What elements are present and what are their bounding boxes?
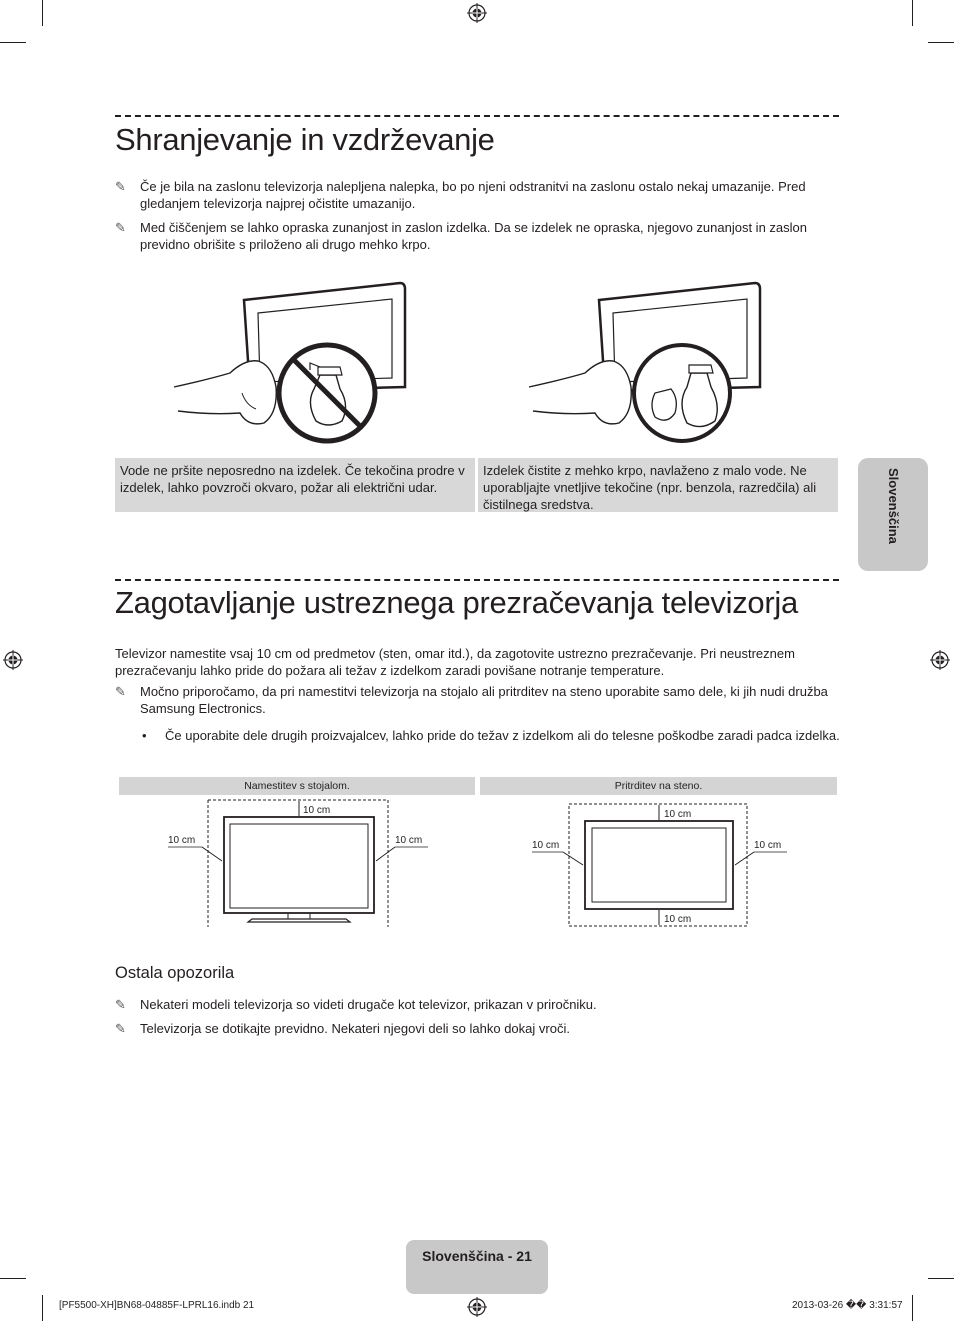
clearance-label: 10 cm [754,840,782,851]
note-text: Nekateri modeli televizorja so videti drugače kot televizor, prikazan v priročniku. [140,997,597,1012]
note-item [115,1020,839,1037]
crop-mark [912,1295,913,1321]
footer-file-info: [PF5500-XH]BN68-04885F-LPRL16.indb 21 [59,1300,255,1311]
crop-mark [42,1295,43,1321]
language-side-tab-label: Slovenščina [886,468,901,544]
clearance-label: 10 cm [168,835,196,846]
page-number-box [406,1240,548,1294]
registration-mark-icon [467,3,487,23]
note-text: Med čiščenjem se lahko opraska zunanjost in zaslon izdelka. Da se izdelek ne opraska, njegovo zunanjost in zaslon previdno obrišite s priloženo ali drugo mehko krpo. [140,220,807,252]
caption-no-spray: Vode ne pršite neposredno na izdelek. Če tekočina prodre v izdelek, lahko povzroči okvaro, požar ali električni udar. [115,458,475,512]
clearance-label: 10 cm [664,809,692,820]
crop-mark [0,1278,26,1279]
registration-mark-icon [3,650,23,670]
ventilation-intro: Televizor namestite vsaj 10 cm od predmetov (sten, omar itd.), da zagotovite ustrezno prezračevanje. Pri neustreznem prezračevanju lahko pride do požara ali težav z izdelkom zaradi povišane notranje temperature. [115,646,795,678]
other-warnings-heading: Ostala opozorila [115,964,235,982]
note-item [115,996,839,1013]
diagram-header-wall: Pritrditev na steno. [480,777,837,795]
bullet-dot: • [142,728,147,743]
diagram-wall-ventilation [525,797,805,929]
page-number: Slovenščina - 21 [422,1248,532,1264]
crop-mark [912,0,913,26]
section-title-storage: Shranjevanje in vzdrževanje [115,122,495,157]
clearance-label: 10 cm [395,835,423,846]
note-text: Televizorja se dotikajte previdno. Nekateri njegovi deli so lahko dokaj vroči. [140,1021,570,1036]
clearance-label: 10 cm [303,805,331,816]
note-text: Močno priporočamo, da pri namestitvi televizorja na stojalo ali pritrditev na steno uporabite samo dele, ki jih nudi družba Samsung Electronics. [140,684,828,716]
crop-mark [42,0,43,26]
section-divider [115,579,839,581]
section-title-ventilation: Zagotavljanje ustreznega prezračevanja televizorja [115,585,798,620]
registration-mark-icon [930,650,950,670]
pencil-note-icon: ✎ [115,684,126,699]
note-item [115,683,839,717]
crop-mark [928,1278,954,1279]
crop-mark [0,42,26,43]
pencil-note-icon: ✎ [115,1021,126,1036]
diagram-stand-ventilation [160,797,440,929]
illustration-no-spray [160,275,420,455]
note-item [115,219,839,253]
section-divider [115,115,839,117]
pencil-note-icon: ✎ [115,220,126,235]
language-side-tab [858,458,928,571]
footer-timestamp: 2013-03-26 �� 3:31:57 [792,1300,903,1311]
pencil-note-icon: ✎ [115,997,126,1012]
diagram-header-stand: Namestitev s stojalom. [119,777,475,795]
pencil-note-icon: ✎ [115,179,126,194]
clearance-label: 10 cm [532,840,560,851]
note-text: Če je bila na zaslonu televizorja nalepljena nalepka, bo po njeni odstranitvi na zaslonu ostalo nekaj umazanije. Pred gledanjem televizorja najprej očistite umazanijo. [140,179,806,211]
illustration-damp-cloth [515,275,775,455]
bullet-text: Če uporabite dele drugih proizvajalcev, lahko pride do težav z izdelkom ali do telesne poškodbe zaradi padca izdelka. [165,728,840,743]
caption-damp-cloth: Izdelek čistite z mehko krpo, navlaženo z malo vode. Ne uporabljajte vnetljive tekočine (npr. benzola, razredčila) ali čistilnega sredstva. [478,458,838,512]
bullet-item [142,727,842,744]
note-item [115,178,839,212]
clearance-label: 10 cm [664,914,692,925]
crop-mark [928,42,954,43]
registration-mark-icon [467,1297,487,1317]
